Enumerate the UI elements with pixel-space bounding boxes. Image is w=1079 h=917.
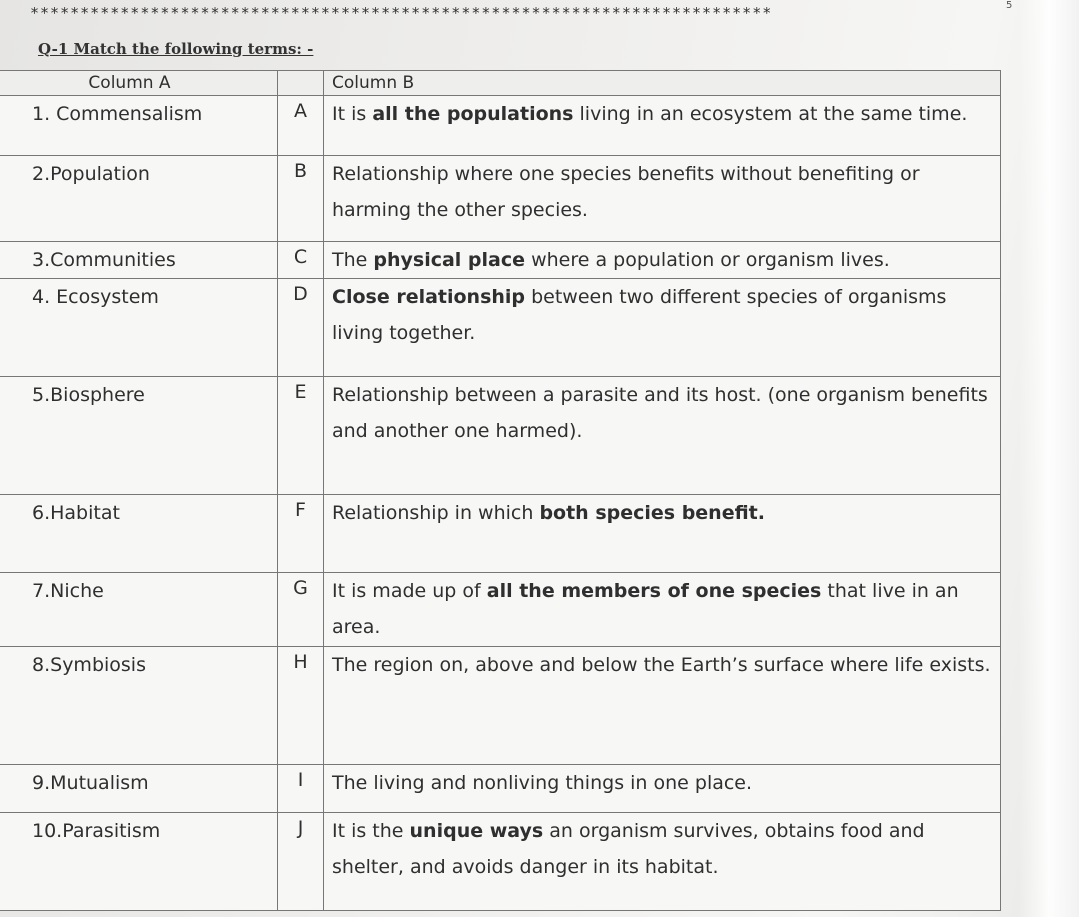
definition-text: The [332, 249, 374, 271]
definition-bold-text: both species benefit. [539, 502, 765, 524]
page-number-mark: 5 [1006, 0, 1013, 11]
match-letter-text: A [294, 100, 307, 122]
match-letter [278, 813, 324, 911]
column-a-term: 5.Biosphere [0, 377, 278, 495]
definition-bold-text: Close relationship [332, 286, 526, 308]
column-b-definition [324, 813, 1001, 911]
definition-text-tail: an organism survives, obtains food and shelter, and avoids danger in its habitat. [332, 820, 925, 878]
match-letter-text: G [293, 577, 308, 599]
definition-bold-text: all the members of one species [486, 580, 822, 602]
table-row [0, 813, 1001, 911]
match-letter-text: C [293, 246, 308, 268]
definition-text-tail: that live in an area. [332, 580, 959, 638]
column-a-term: 4. Ecosystem [0, 279, 278, 377]
column-b-definition [324, 495, 1001, 573]
match-letter-text: J [297, 817, 304, 839]
table-row [0, 279, 1001, 377]
column-b-definition [324, 377, 1001, 495]
definition-bold-text: all the populations [372, 103, 574, 125]
definition-text: The living and nonliving things in one place. [332, 772, 753, 794]
column-b-definition [324, 96, 1001, 156]
table-row [0, 377, 1001, 495]
definition-text: The region on, above and below the Earth’s surface where life exists. [332, 654, 991, 676]
definition-text: It is made up of [332, 580, 487, 602]
column-b-definition [324, 647, 1001, 765]
table-row [0, 495, 1001, 573]
column-b-definition [324, 242, 1001, 279]
match-letter-text: H [293, 651, 308, 673]
match-letter-text: D [293, 283, 308, 305]
table-row [0, 242, 1001, 279]
column-a-term: 6.Habitat [0, 495, 278, 573]
match-letter [278, 156, 324, 242]
question-title: Q-1 Match the following terms: - [38, 40, 314, 58]
column-b-definition [324, 279, 1001, 377]
decorative-star-line: ************************************************************************** [30, 4, 773, 22]
table-row [0, 647, 1001, 765]
match-letter-text: E [294, 381, 307, 403]
table-row [0, 765, 1001, 813]
definition-text-tail: between two different species of organisms living together. [332, 286, 947, 344]
column-a-term: 1. Commensalism [0, 96, 278, 156]
definition-text-tail: where a population or organism lives. [525, 249, 890, 271]
definition-bold-text: physical place [373, 249, 526, 271]
column-a-term: 10.Parasitism [0, 813, 278, 911]
column-a-term: 2.Population [0, 156, 278, 242]
definition-text: Relationship between a parasite and its host. (one organism benefits and another one harmed). [332, 384, 988, 442]
match-letter [278, 96, 324, 156]
match-letter [278, 765, 324, 813]
definition-text: It is [332, 103, 373, 125]
match-letter-text: I [297, 769, 304, 791]
table-row [0, 96, 1001, 156]
definition-bold-text: unique ways [409, 820, 544, 842]
match-letter [278, 495, 324, 573]
table-row [0, 573, 1001, 647]
match-letter [278, 377, 324, 495]
match-letter [278, 647, 324, 765]
column-a-header: Column A [0, 71, 278, 96]
match-letter-text: B [293, 160, 308, 182]
column-b-definition [324, 156, 1001, 242]
column-b-header: Column B [324, 71, 1001, 96]
column-a-term: 8.Symbiosis [0, 647, 278, 765]
definition-text: Relationship in which [332, 502, 540, 524]
definition-text-tail: living in an ecosystem at the same time. [573, 103, 968, 125]
table-header-row [0, 71, 1001, 96]
column-b-definition [324, 573, 1001, 647]
column-a-term: 7.Niche [0, 573, 278, 647]
definition-text: It is the [332, 820, 410, 842]
match-letter [278, 573, 324, 647]
letter-header-cell [278, 71, 324, 96]
match-letter-text: F [295, 499, 306, 521]
column-a-term: 3.Communities [0, 242, 278, 279]
column-a-term: 9.Mutualism [0, 765, 278, 813]
table-row [0, 156, 1001, 242]
page-edge-shadow [1019, 0, 1079, 917]
matching-table [0, 70, 1001, 911]
definition-text: Relationship where one species benefits without benefiting or harming the other species. [332, 163, 920, 221]
match-letter [278, 279, 324, 377]
column-b-definition [324, 765, 1001, 813]
match-letter [278, 242, 324, 279]
